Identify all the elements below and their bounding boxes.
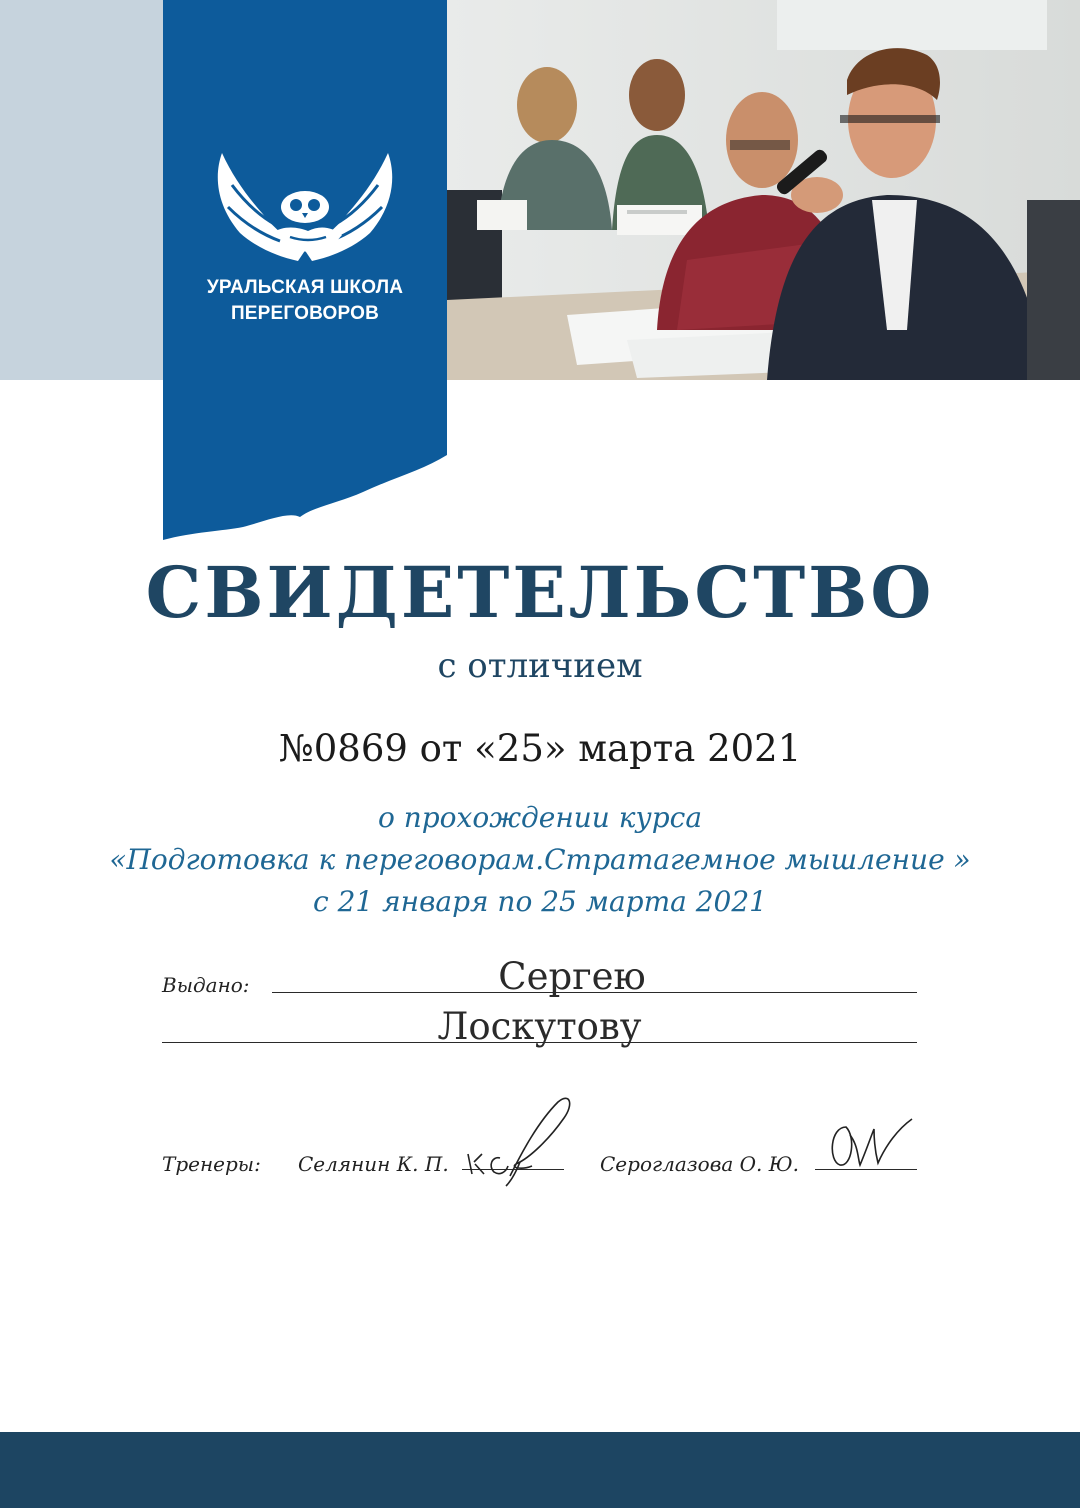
owl-logo-icon	[210, 145, 400, 270]
issued-label: Выдано:	[162, 973, 250, 997]
trainer-2-signature-icon	[820, 1115, 920, 1175]
logo-line-2: ПЕРЕГОВОРОВ	[230, 303, 380, 324]
certificate-number: №0869 от «25» марта 2021	[278, 727, 802, 770]
certificate-subtitle: с отличием	[437, 646, 643, 686]
footer-bar	[0, 1432, 1080, 1508]
course-dates: с 21 января по 25 марта 2021	[312, 885, 767, 918]
recipient-first-name: Сергею	[498, 955, 646, 998]
training-photo	[447, 0, 1080, 380]
course-intro: о прохождении курса	[377, 801, 703, 834]
trainer-1-name: Селянин К. П.	[298, 1152, 449, 1176]
trainers-label: Тренеры:	[162, 1152, 261, 1176]
certificate-title: СВИДЕТЕЛЬСТВО	[145, 551, 935, 634]
logo-line-1: УРАЛЬСКАЯ ШКОЛА	[206, 277, 404, 298]
logo-text	[163, 275, 447, 327]
trainer-1-signature-icon	[460, 1092, 580, 1187]
trainer-2-name: Сероглазова О. Ю.	[600, 1152, 799, 1176]
course-name: «Подготовка к переговорам.Стратагемное мышление »	[109, 843, 971, 876]
recipient-last-name: Лоскутову	[437, 1005, 642, 1048]
